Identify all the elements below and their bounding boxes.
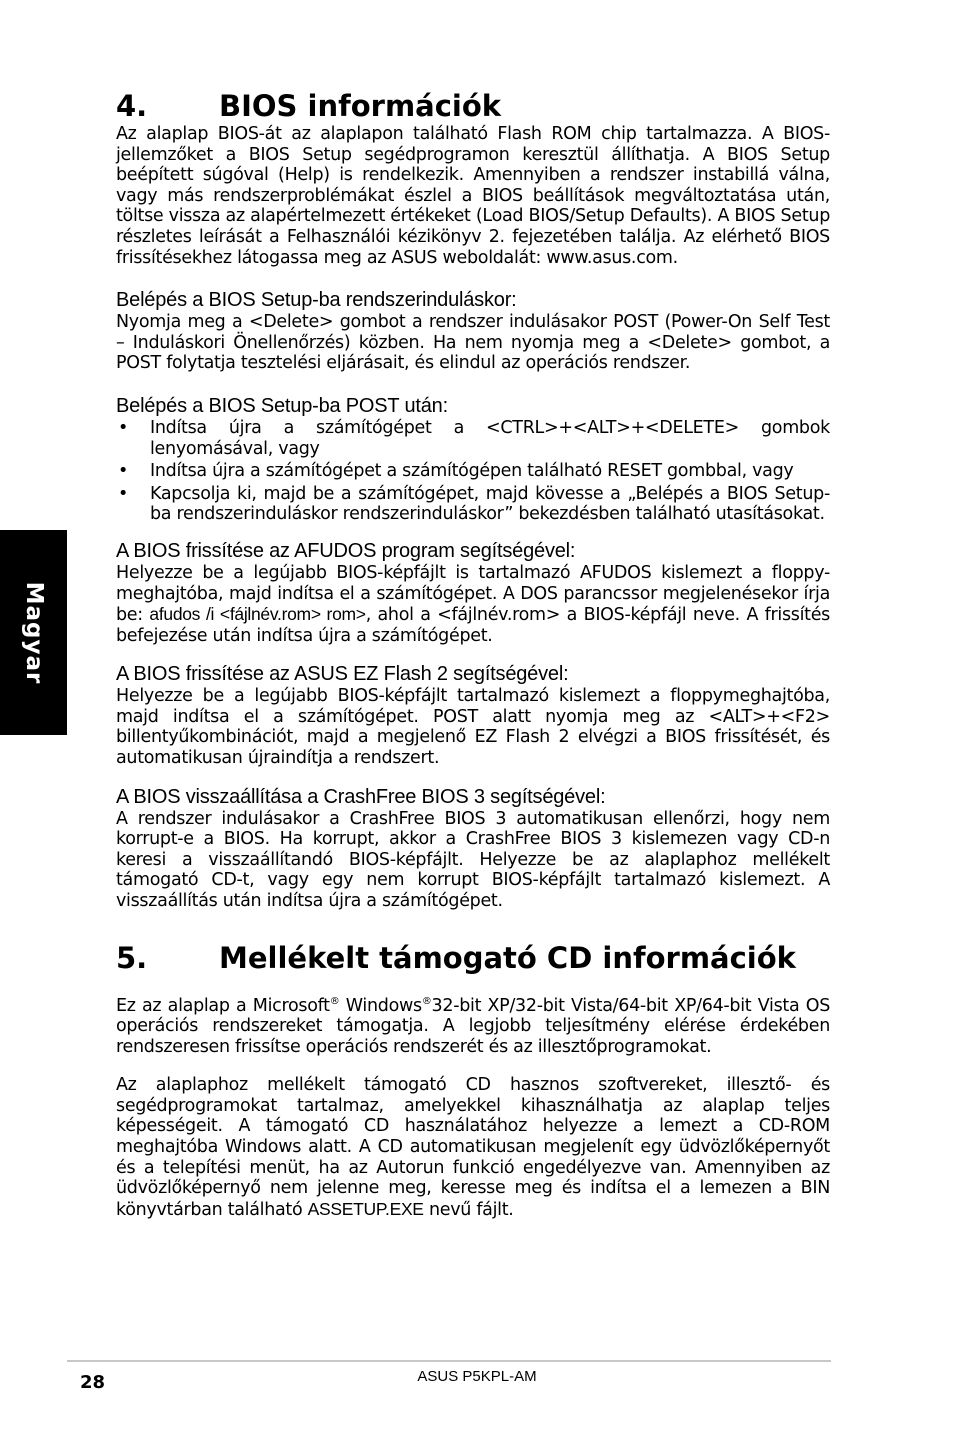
- assetup-filename: ASSETUP.EXE: [307, 1198, 424, 1219]
- para1-part-c: 32-bit XP/32-bit Vista/64-bit XP/64-bit Vista OS operációs rendszereket támogatja. A legjobb teljesítmény elérése érdekében rendszeresen frissítse operációs rendszerét és az illesztőprogramokat.: [116, 995, 831, 1057]
- language-side-tab-label: Magyar: [20, 581, 47, 684]
- sub4-text: Helyezze be a legújabb BIOS-képfájlt tartalmazó kislemezt a floppymeghajtóba, majd indítsa el a számítógépet. POST alatt nyomja meg az <ALT>+<F2> billentyűkombinációt, majd a megjelenő EZ Flash 2 elvégzi a BIOS frissítését, és automatikusan újraindítja a rendszert.: [116, 686, 830, 769]
- afudos-command: afudos /i <fájlnév.rom> rom>: [149, 604, 366, 625]
- sub2-heading: Belépés a BIOS Setup-ba POST után:: [116, 394, 448, 417]
- footer-divider: [67, 1360, 831, 1362]
- section-5-number: 5.: [116, 940, 148, 975]
- para2-part-b: nevű fájlt.: [423, 1199, 514, 1220]
- section-5-paragraph-1: [116, 992, 830, 1058]
- footer-title: ASUS P5KPL-AM: [417, 1368, 537, 1385]
- section-5-title: Mellékelt támogató CD információk: [219, 940, 796, 975]
- sub3-text: [116, 563, 830, 646]
- sub1-text: Nyomja meg a <Delete> gombot a rendszer indulásakor POST (Power-On Self Test – Induláskori Önellenőrzés) közben. Ha nem nyomja meg a <Delete> gombot, a POST folytatja tesztelési eljárásait, és elindul az operációs rendszer.: [116, 312, 830, 374]
- page-content: [116, 88, 830, 1220]
- sub3-text-b: , ahol a <fájlnév.rom> a BIOS-képfájl neve. A frissítés befejezése után indítsa újra a számítógépet.: [116, 605, 830, 646]
- sub4-heading: A BIOS frissítése az ASUS EZ Flash 2 segítségével:: [116, 663, 569, 686]
- list-item: • Indítsa újra a számítógépet a <CTRL>+<ALT>+<DELETE> gombok lenyomásával, vagy: [116, 418, 830, 459]
- registered-mark: ®: [421, 995, 432, 1007]
- sub3-text-a: Helyezze be a legújabb BIOS-képfájlt is tartalmazó AFUDOS kislemezt a floppy-meghajtóba, majd indítsa el a számítógépet. A DOS parancssor megjelenésekor írja be:: [116, 562, 830, 626]
- sub3-heading: A BIOS frissítése az AFUDOS program segítségével:: [116, 539, 576, 562]
- section-5-heading: [116, 940, 830, 976]
- list-item: • Indítsa újra a számítógépet a számítógépen található RESET gombbal, vagy: [116, 461, 830, 482]
- page-number: 28: [80, 1372, 106, 1393]
- language-side-tab: [0, 530, 67, 735]
- para2-part-a: Az alaplaphoz mellékelt támogató CD hasznos szoftvereket, illesztő- és segédprogramokat tartalmaz, amelyekkel kihasználhatja az alaplap teljes képességeit. A támogató CD használatához helyezze a lemezt a CD-ROM meghajtóba Windows alatt. A CD automatikusan megjelenít egy üdvözlőképernyőt és a telepítési menüt, ha az Autorun funkció engedélyezve van. Amennyiben az üdvözlőképernyő nem jelenne meg, keresse meg és indítsa el a lemezen a BIN könyvtárban található: [116, 1075, 830, 1220]
- list-item: • Kapcsolja ki, majd be a számítógépet, majd kövesse a „Belépés a BIOS Setup-ba rendszerinduláskor rendszerinduláskor” bekezdésben található utasításokat.: [116, 484, 830, 525]
- section-4-heading: [116, 88, 830, 124]
- sub5-heading: A BIOS visszaállítása a CrashFree BIOS 3 segítségével:: [116, 785, 606, 808]
- section-4-number: 4.: [116, 89, 148, 123]
- para1-part-b: Windows: [339, 995, 422, 1016]
- registered-mark: ®: [329, 995, 340, 1007]
- sub5-text: A rendszer indulásakor a CrashFree BIOS 3 automatikusan ellenőrzi, hogy nem korrupt-e a BIOS. Ha korrupt, akkor a CrashFree BIOS 3 kislemezen vagy CD-n keresi a visszaállítandó BIOS-képfájlt. Helyezze be az alaplaphoz mellékelt támogató CD-t, vagy egy nem korrupt BIOS-képfájlt tartalmazó kislemezt. A visszaállítás után indítsa újra a számítógépet.: [116, 808, 830, 912]
- section-5-paragraph-2: [116, 1075, 830, 1220]
- sub2-list: [116, 418, 830, 525]
- para1-part-a: Ez az alaplap a Microsoft: [116, 995, 330, 1016]
- section-4-title: BIOS információk: [219, 89, 502, 123]
- sub1-heading: Belépés a BIOS Setup-ba rendszerinduláskor:: [116, 289, 517, 312]
- section-4-intro: Az alaplap BIOS-át az alaplapon található Flash ROM chip tartalmazza. A BIOS-jellemzőket a BIOS Setup segédprogramon keresztül állíthatja. A BIOS Setup beépített súgóval (Help) is rendelkezik. Amennyiben a rendszer instabillá válna, vagy más rendszerproblémákat észlel a BIOS beállítások megváltoztatása után, töltse vissza az alapértelmezett értékeket (Load BIOS/Setup Defaults). A BIOS Setup részletes leírását a Felhasználói kézikönyv 2. fejezetében találja. Az elérhető BIOS frissítésekhez látogassa meg az ASUS weboldalát: www.asus.com.: [116, 124, 830, 268]
